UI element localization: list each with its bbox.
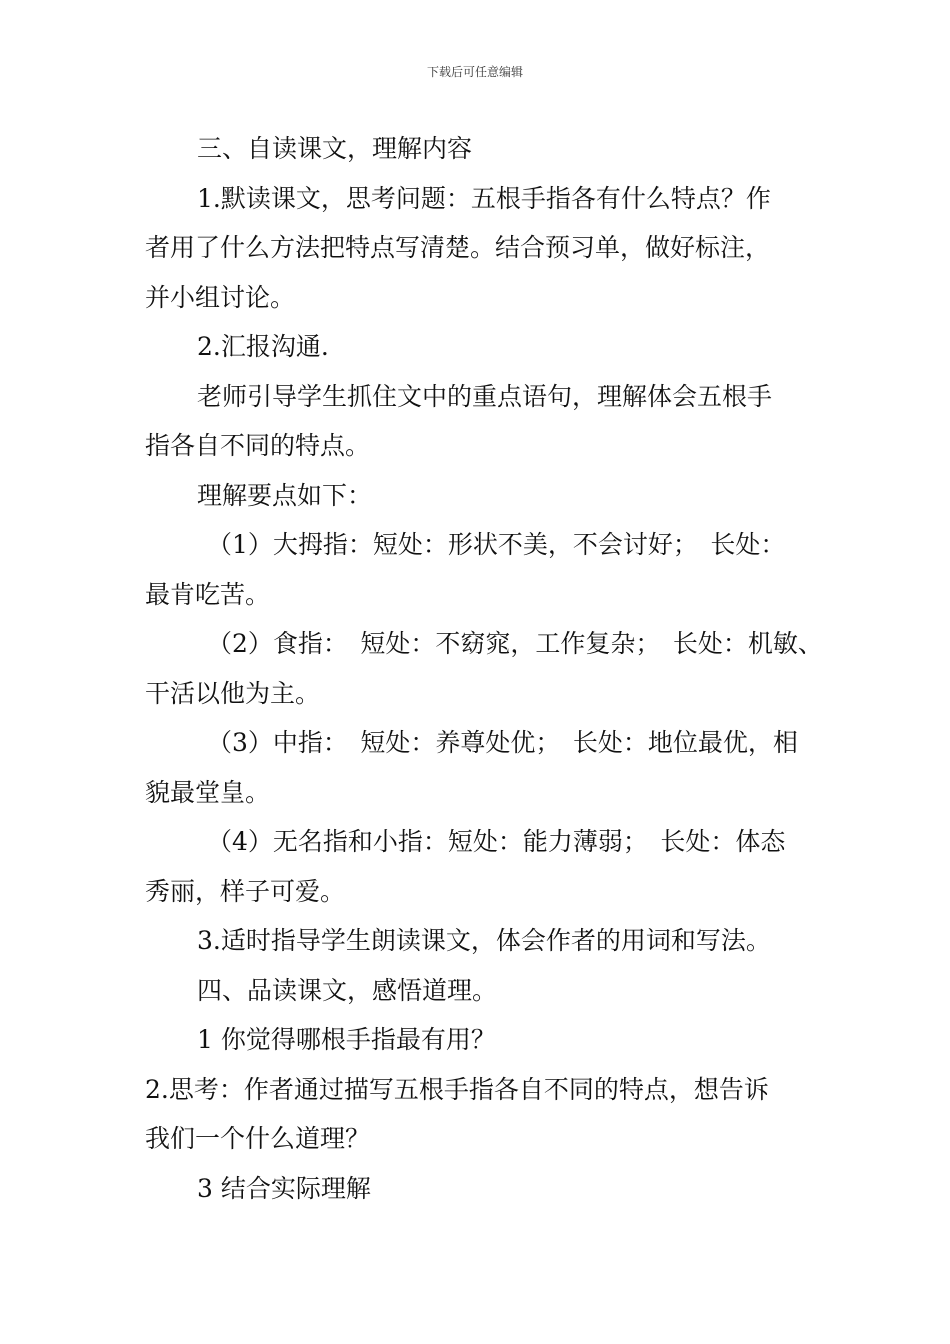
paragraph-line: 1 你觉得哪根手指最有用？ [197,1025,496,1054]
paragraph-line: 3.适时指导学生朗读课文，体会作者的用词和写法。 [197,926,771,955]
list-item-continuation: 秀丽，样子可爱。 [145,876,346,906]
section-heading: 三、自读课文，理解内容 [197,134,473,163]
list-item: （1）大拇指：短处：形状不美，不会讨好； 长处： [207,530,786,559]
paragraph-line: 并小组讨论。 [145,282,296,312]
paragraph-line: 老师引导学生抓住文中的重点语句，理解体会五根手 [197,381,773,411]
paragraph-line: 1.默读课文，思考问题：五根手指各有什么特点？作 [197,183,771,213]
page-header: 下载后可任意编辑 [426,65,523,79]
section-heading: 四、品读课文，感悟道理。 [197,975,498,1005]
paragraph-line: 2.汇报沟通. [197,332,329,361]
paragraph-line: 理解要点如下： [197,480,373,510]
paragraph-line: 2.思考：作者通过描写五根手指各自不同的特点，想告诉 [145,1074,769,1104]
paragraph-line: 3 结合实际理解 [197,1173,371,1203]
paragraph-line: 指各自不同的特点。 [145,431,371,460]
list-item-continuation: 最肯吃苦。 [145,579,271,609]
document-body [145,124,823,1213]
paragraph-line: 我们一个什么道理？ [145,1124,371,1153]
list-item-continuation: 干活以他为主。 [145,678,321,708]
paragraph-line: 者用了什么方法把特点写清楚。结合预习单，做好标注， [145,233,771,262]
list-item: （2）食指： 短处：不窈窕，工作复杂； 长处：机敏、 [207,629,823,658]
list-item-continuation: 貌最堂皇。 [145,777,271,807]
list-item: （4）无名指和小指：短处：能力薄弱； 长处：体态 [207,827,786,856]
list-item: （3）中指： 短处：养尊处优； 长处：地位最优，相 [207,728,798,757]
